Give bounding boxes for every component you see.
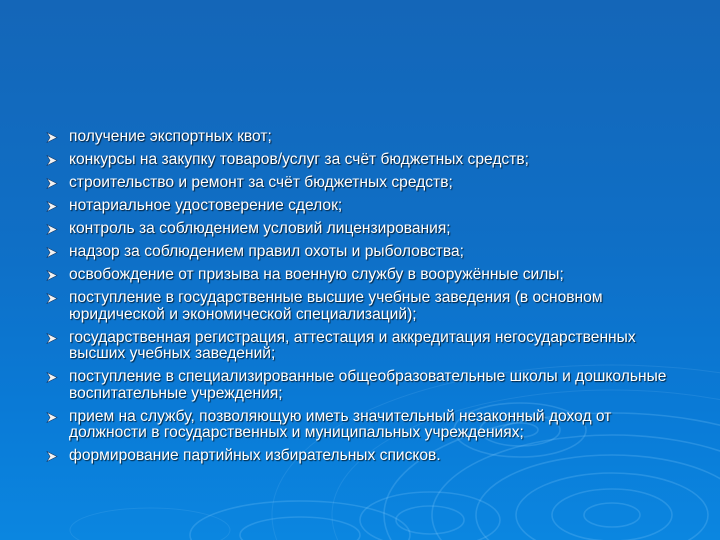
bullet-list [46,129,686,471]
arrowhead-bullet-icon [46,372,58,383]
arrowhead-bullet-icon [46,201,58,212]
list-item [46,448,686,465]
bullet-text: строительство и ремонт за счёт бюджетных средств; [69,174,453,191]
bullet-text: получение экспортных квот; [69,128,272,145]
arrowhead-bullet-icon [46,270,58,281]
arrowhead-bullet-icon [46,224,58,235]
list-item [46,129,686,146]
list-item [46,244,686,261]
bullet-text: контроль за соблюдением условий лицензирования; [69,220,451,237]
bullet-text: поступление в государственные высшие учебные заведения (в основном юридической и экономической специализаций); [69,289,603,323]
bullet-text: прием на службу, позволяющую иметь значительный незаконный доход от должности в государственных и муниципальных учреждениях; [69,407,612,441]
bullet-text: формирование партийных избирательных списков. [69,447,441,464]
list-item [46,221,686,238]
arrowhead-bullet-icon [46,412,58,423]
arrowhead-bullet-icon [46,132,58,143]
arrowhead-bullet-icon [46,178,58,189]
bullet-text: поступление в специализированные общеобразовательные школы и дошкольные воспитательные учреждения; [69,368,667,402]
list-item [46,330,686,363]
arrowhead-bullet-icon [46,247,58,258]
bullet-text: нотариальное удостоверение сделок; [69,197,343,214]
arrowhead-bullet-icon [46,293,58,304]
bullet-text: конкурсы на закупку товаров/услуг за счёт бюджетных средств; [69,151,529,168]
list-item [46,175,686,192]
list-item [46,152,686,169]
list-item [46,267,686,284]
list-item [46,369,686,402]
list-item [46,409,686,442]
list-item [46,198,686,215]
list-item [46,290,686,323]
bullet-text: надзор за соблюдением правил охоты и рыболовства; [69,243,464,260]
arrowhead-bullet-icon [46,451,58,462]
bullet-text: освобождение от призыва на военную службу в вооружённые силы; [69,266,564,283]
arrowhead-bullet-icon [46,155,58,166]
arrowhead-bullet-icon [46,333,58,344]
bullet-text: государственная регистрация, аттестация и аккредитация негосударственных высших учебных заведений; [69,328,636,362]
